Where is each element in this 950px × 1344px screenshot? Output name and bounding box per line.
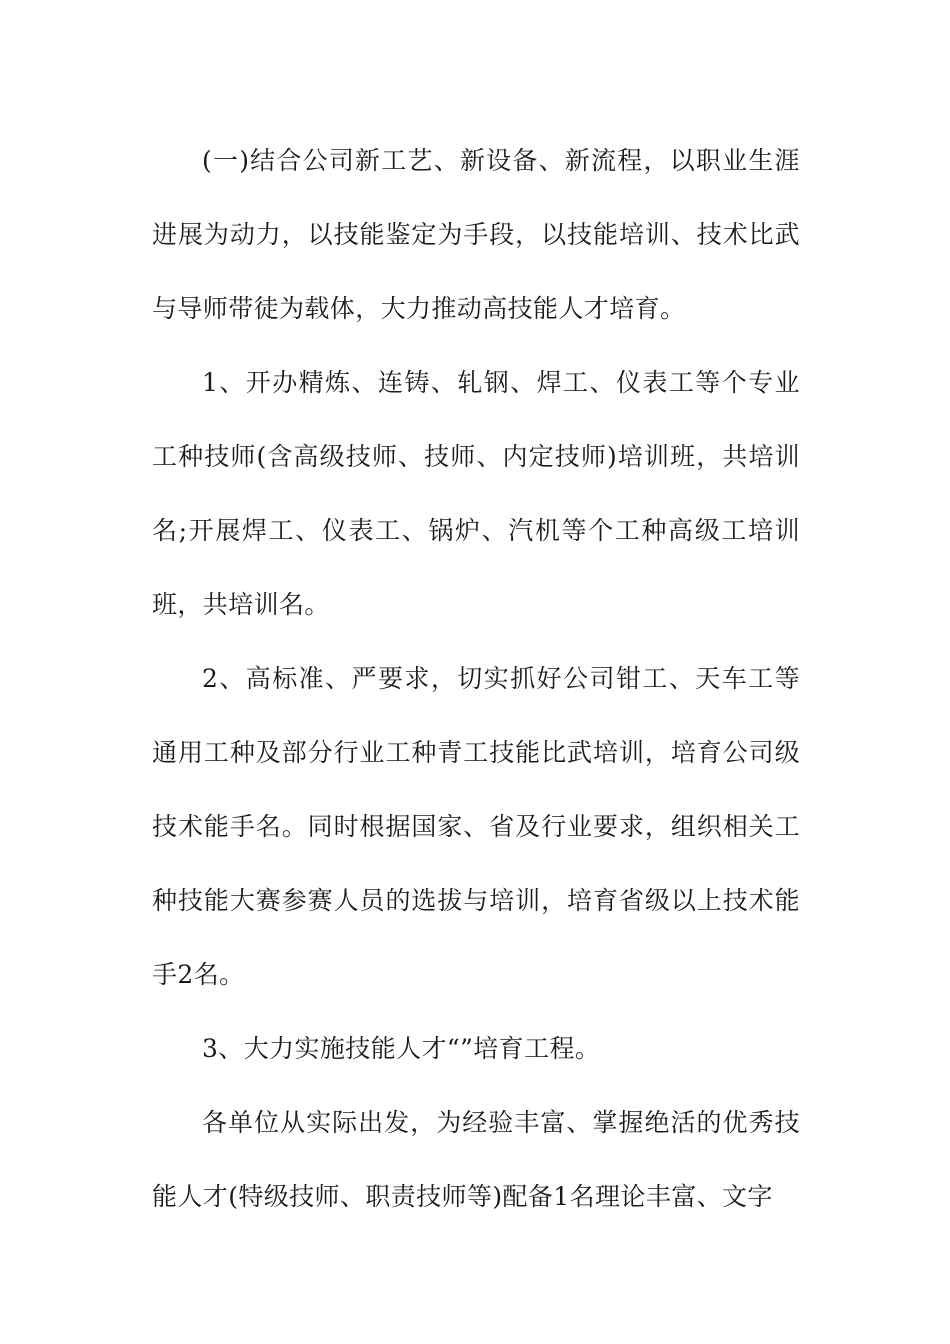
document-body	[152, 124, 800, 1234]
paragraph-item-3: 3、大力实施技能人才“”培育工程。	[202, 1034, 601, 1063]
paragraph-section-one: (一)结合公司新工艺、新设备、新流程，以职业生涯进展为动力，以技能鉴定为手段，以技能培训、技术比武与导师带徒为载体，大力推动高技能人才培育。	[152, 146, 800, 323]
paragraph-item-2: 2、高标准、严要求，切实抓好公司钳工、天车工等通用工种及部分行业工种青工技能比武培训，培育公司级技术能手名。同时根据国家、省及行业要求，组织相关工种技能大赛参赛人员的选拔与培训，培育省级以上技术能手2名。	[152, 664, 800, 989]
paragraph-units: 各单位从实际出发，为经验丰富、掌握绝活的优秀技能人才(特级技师、职责技师等)配备1名理论丰富、文字	[152, 1108, 800, 1211]
paragraph-item-1: 1、开办精炼、连铸、轧钢、焊工、仪表工等个专业工种技师(含高级技师、技师、内定技师)培训班，共培训名;开展焊工、仪表工、锅炉、汽机等个工种高级工培训班，共培训名。	[152, 368, 800, 619]
